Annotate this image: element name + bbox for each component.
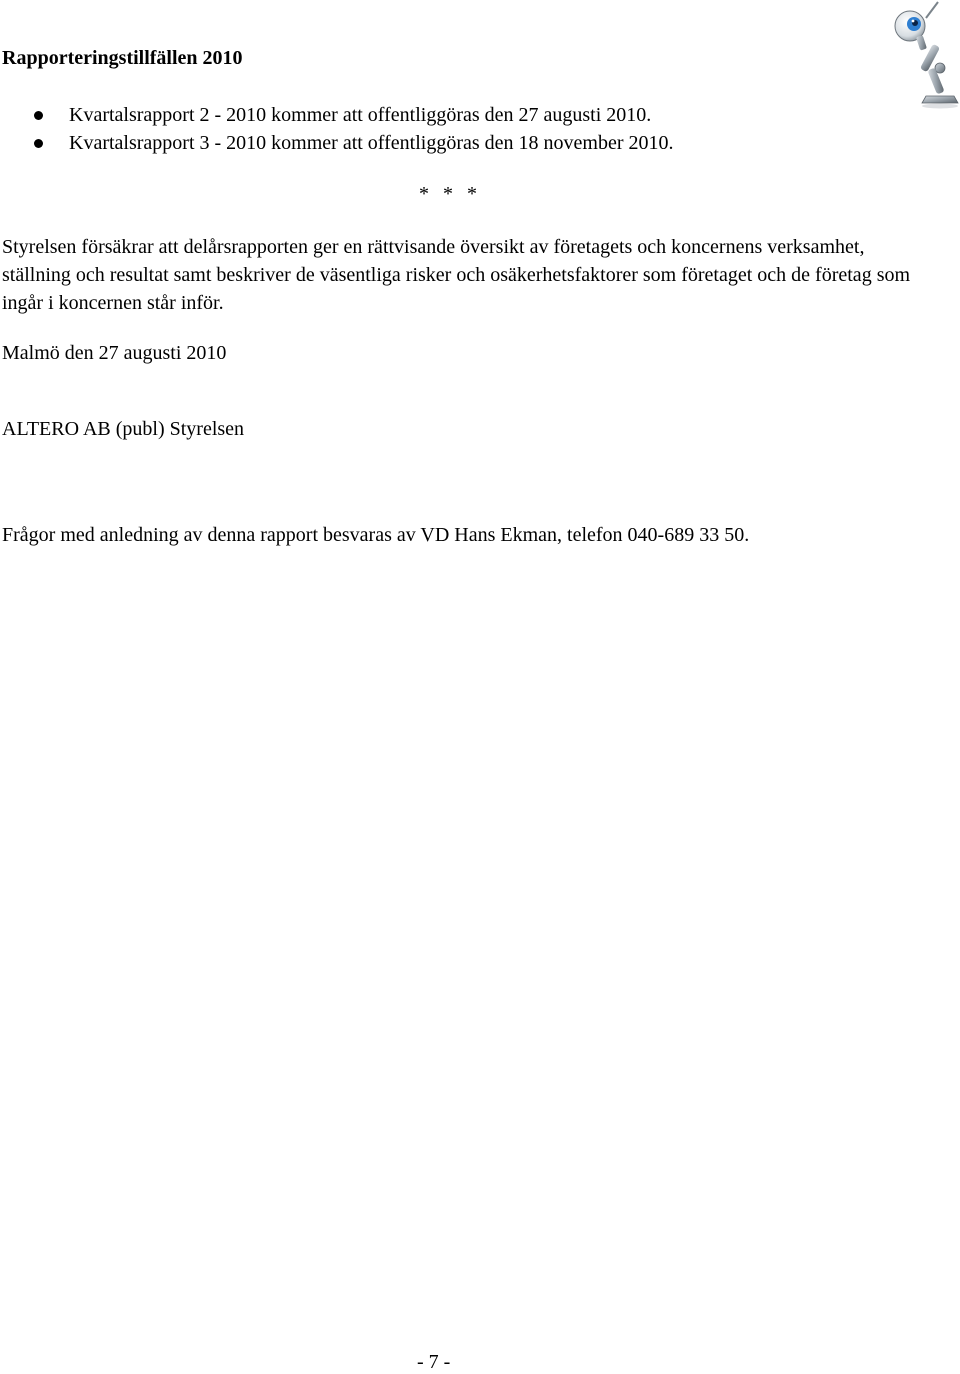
bullet-icon (34, 111, 43, 120)
list-item (0, 129, 673, 157)
robot-eye-logo-icon (888, 0, 960, 110)
report-dates-list (0, 101, 673, 157)
place-date: Malmö den 27 augusti 2010 (2, 342, 227, 364)
board-statement: Styrelsen försäkrar att delårsrapporten ger en rättvisande översikt av företagets och koncernens verksamhet, ställning och resultat samt beskriver de väsentliga risker och osäkerhetsfaktorer som företaget och de företag som ingår i koncernen står inför. (2, 236, 911, 314)
section-divider: * * * (419, 183, 477, 205)
list-item (0, 101, 673, 129)
report-date-text: Kvartalsrapport 3 - 2010 kommer att offentliggöras den 18 november 2010. (69, 132, 674, 154)
signature-line: ALTERO AB (publ) Styrelsen (2, 418, 245, 440)
page-number: - 7 - (417, 1351, 451, 1373)
bullet-icon (34, 139, 43, 148)
report-dates-heading: Rapporteringstillfällen 2010 (2, 47, 243, 69)
report-date-text: Kvartalsrapport 2 - 2010 kommer att offentliggöras den 27 augusti 2010. (69, 104, 652, 126)
contact-note: Frågor med anledning av denna rapport besvaras av VD Hans Ekman, telefon 040-689 33 50. (2, 524, 750, 546)
